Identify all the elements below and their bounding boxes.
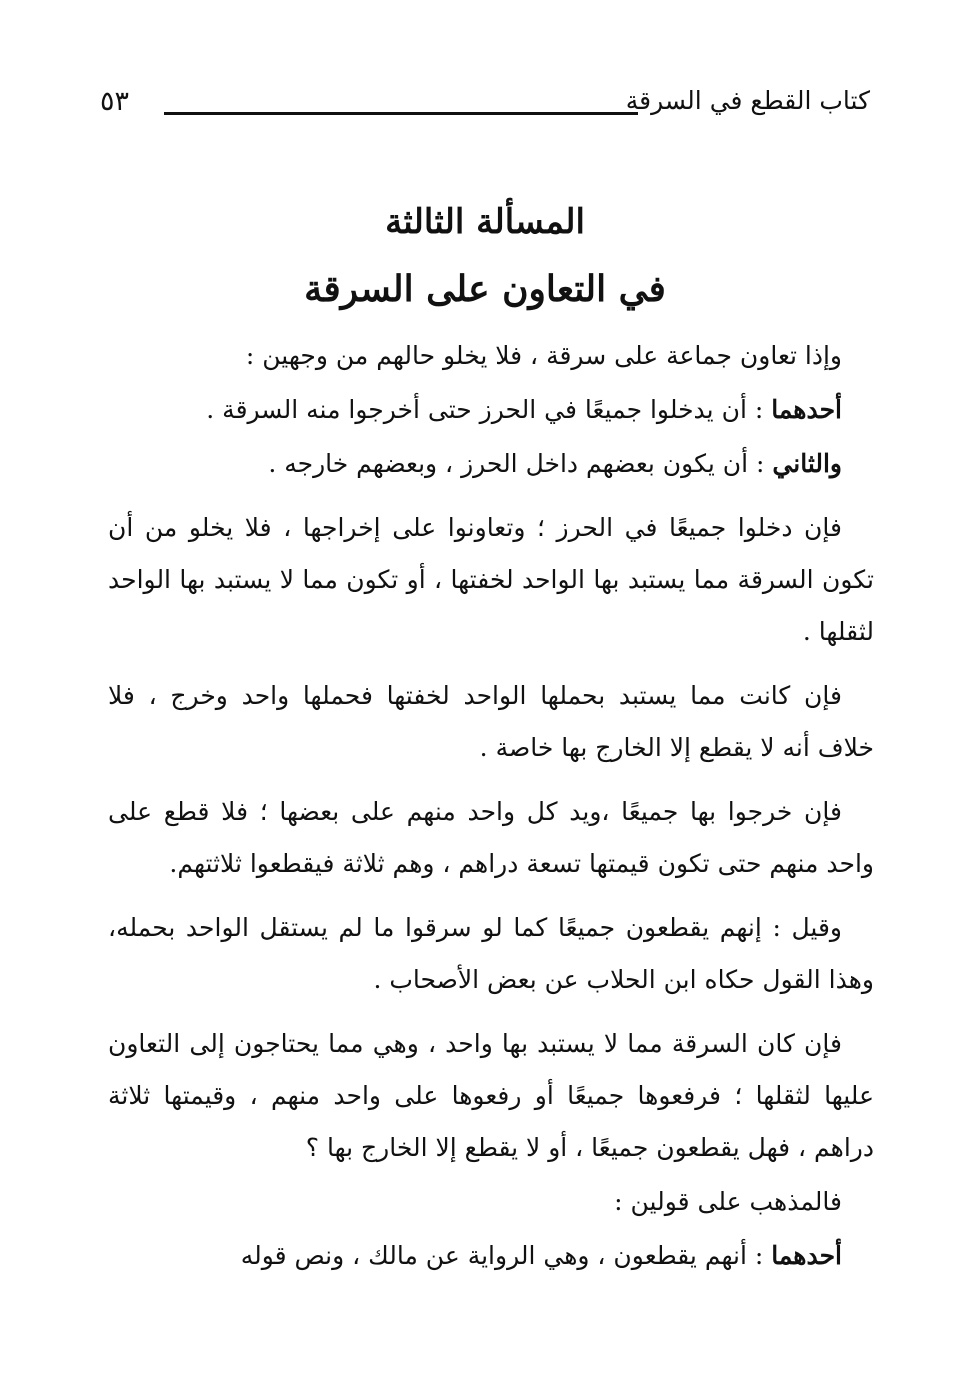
paragraph-text: فإن دخلوا جميعًا في الحرز ؛ وتعاونوا على إخراجها ، فلا يخلو من أن تكون السرقة مما يستبد بها الواحد لخفتها ، أو تكون مما لا يستبد بها الواحد لثقلها . — [108, 513, 874, 646]
paragraph — [108, 330, 874, 382]
paragraph-lead: والثاني — [772, 449, 842, 478]
paragraph — [108, 1176, 874, 1228]
paragraph — [108, 786, 874, 890]
section-heading: المسألة الثالثة — [385, 202, 585, 242]
paragraph-text: فإن خرجوا بها جميعًا ،ويد كل واحد منهم على بعضها ؛ فلا قطع على واحد منهم حتى تكون قيمتها تسعة دراهم ، وهم ثلاثة فيقطعوا ثلاثتهم. — [108, 797, 874, 878]
section-subtitle: في التعاون على السرقة — [304, 268, 666, 310]
header-rule — [164, 112, 638, 115]
paragraph-text: فالمذهب على قولين : — [614, 1187, 842, 1216]
paragraph-lead: أحدهما — [771, 395, 842, 424]
paragraph — [108, 438, 874, 490]
paragraph-text: فإن كانت مما يستبد بحملها الواحد لخفتها فحملها واحد وخرج ، فلا خلاف أنه لا يقطع إلا الخارج بها خاصة . — [108, 681, 874, 762]
paragraph-text: وإذا تعاون جماعة على سرقة ، فلا يخلو حالهم من وجهين : — [245, 341, 842, 370]
running-header — [100, 80, 870, 120]
book-title: كتاب القطع في السرقة — [625, 86, 870, 115]
paragraph — [108, 670, 874, 774]
paragraph-text: وقيل : إنهم يقطعون جميعًا كما لو سرقوا ما لم يستقل الواحد بحمله، وهذا القول حكاه ابن الحلاب عن بعض الأصحاب . — [108, 913, 874, 994]
paragraph-text: : أن يدخلوا جميعًا في الحرز حتى أخرجوا منه السرقة . — [206, 395, 772, 424]
paragraph-text: فإن كان السرقة مما لا يستبد بها واحد ، وهي مما يحتاجون إلى التعاون عليها لثقلها ؛ فرفعوها جميعًا أو رفعوها على واحد منهم ، وقيمتها ثلاثة دراهم ، فهل يقطعون جميعًا ، أو لا يقطع إلا الخارج بها ؟ — [108, 1029, 874, 1162]
paragraph — [108, 902, 874, 1006]
page-number: ٥٣ — [100, 86, 130, 117]
paragraph-text: : أن يكون بعضهم داخل الحرز ، وبعضهم خارجه . — [268, 449, 773, 478]
paragraph — [108, 1230, 874, 1282]
paragraph — [108, 1018, 874, 1174]
paragraph-lead: أحدهما — [771, 1241, 842, 1270]
paragraph — [108, 502, 874, 658]
body-text — [108, 330, 874, 1282]
paragraph-text: : أنهم يقطعون ، وهي الرواية عن مالك ، ونص قوله — [240, 1241, 772, 1270]
paragraph — [108, 384, 874, 436]
